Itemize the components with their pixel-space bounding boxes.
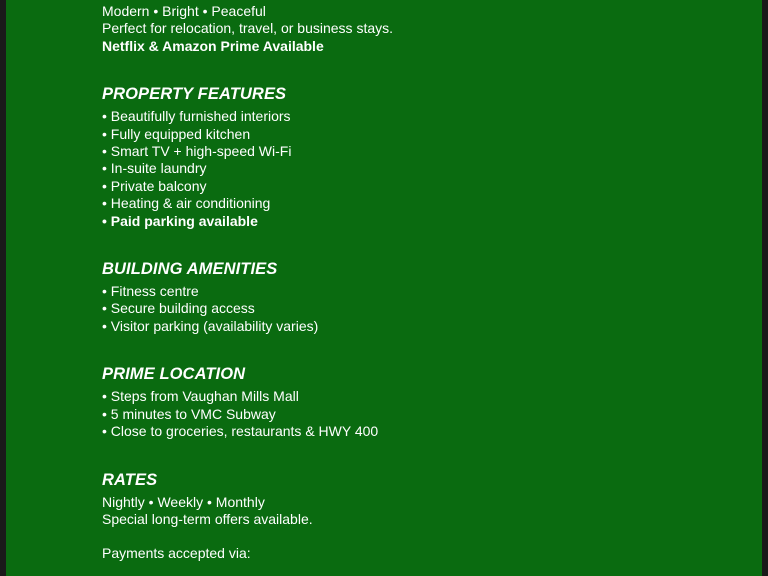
rates-heading: RATES <box>102 470 158 489</box>
property-features-heading: PROPERTY FEATURES <box>102 85 287 104</box>
amenity-item: • Visitor parking (availability varies) <box>102 317 319 334</box>
rates-frequency: Nightly • Weekly • Monthly <box>102 493 265 510</box>
listing-panel <box>6 0 762 576</box>
location-item: • Close to groceries, restaurants & HWY 400 <box>102 423 379 440</box>
feature-item: • Fully equipped kitchen <box>102 125 251 142</box>
building-amenities-heading: BUILDING AMENITIES <box>102 260 278 279</box>
tagline: Modern • Bright • Peaceful <box>102 3 266 19</box>
feature-item: • Beautifully furnished interiors <box>102 108 291 125</box>
rates-offers: Special long-term offers available. <box>102 510 313 527</box>
amenity-item: • Fitness centre <box>102 283 199 300</box>
spacer <box>102 528 742 545</box>
feature-item: • Private balcony <box>102 177 207 194</box>
streaming-note: Netflix & Amazon Prime Available <box>102 37 324 54</box>
feature-item-parking: • Paid parking available <box>102 212 258 229</box>
feature-item: • Smart TV + high-speed Wi-Fi <box>102 143 292 160</box>
listing-content <box>102 3 742 563</box>
feature-item: • Heating & air conditioning <box>102 195 271 212</box>
feature-item: • In-suite laundry <box>102 160 207 177</box>
location-item: • Steps from Vaughan Mills Mall <box>102 388 299 405</box>
prime-location-heading: PRIME LOCATION <box>102 365 246 384</box>
payments-label: Payments accepted via: <box>102 545 251 562</box>
location-item: • 5 minutes to VMC Subway <box>102 405 276 422</box>
amenity-item: • Secure building access <box>102 300 255 317</box>
purpose-text: Perfect for relocation, travel, or business stays. <box>102 20 394 37</box>
